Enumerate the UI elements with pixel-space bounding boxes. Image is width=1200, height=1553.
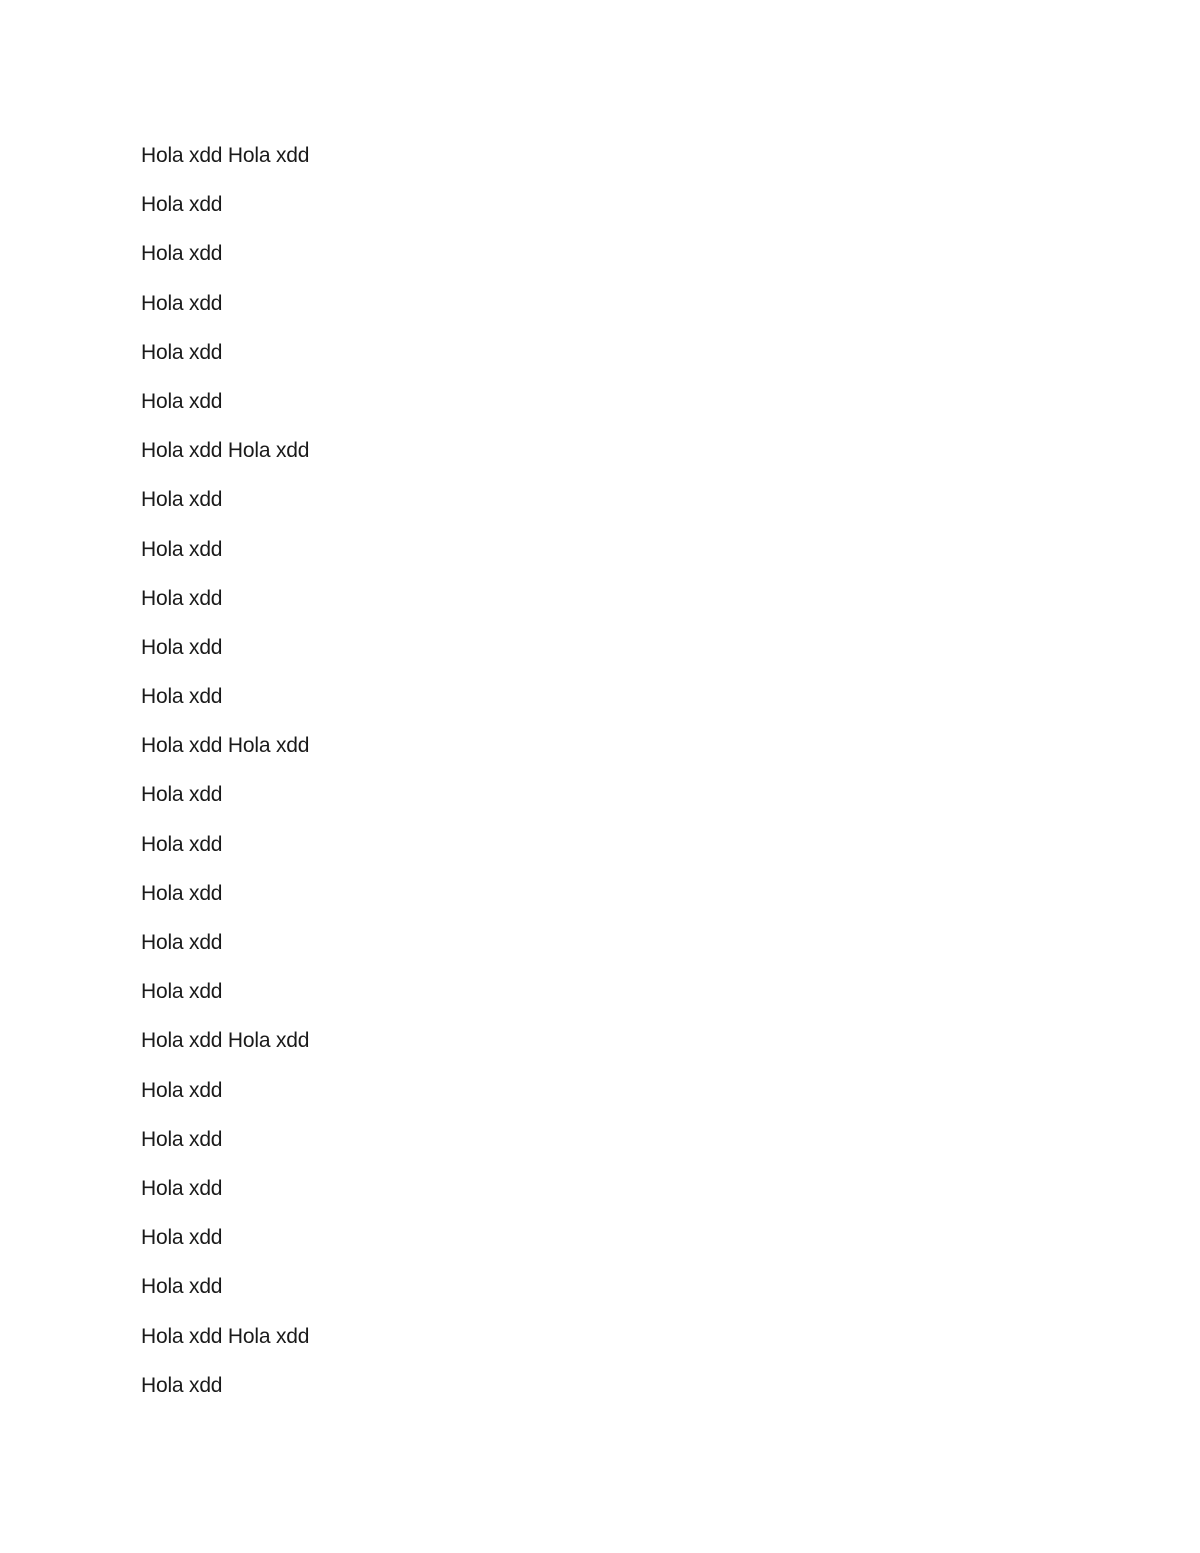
text-line: Hola xdd xyxy=(141,635,223,659)
text-line: Hola xdd Hola xdd xyxy=(141,734,310,758)
text-line: Hola xdd xyxy=(141,291,223,315)
document-body xyxy=(141,142,309,1421)
text-line: Hola xdd xyxy=(141,1176,223,1200)
text-line: Hola xdd xyxy=(141,1275,223,1299)
text-line: Hola xdd xyxy=(141,685,223,709)
text-line: Hola xdd xyxy=(141,193,223,217)
text-line: Hola xdd xyxy=(141,340,223,364)
text-line: Hola xdd Hola xdd xyxy=(141,1029,310,1053)
text-line: Hola xdd xyxy=(141,586,223,610)
text-line: Hola xdd xyxy=(141,931,223,954)
text-line: Hola xdd xyxy=(141,832,223,856)
text-line: Hola xdd xyxy=(141,1226,223,1250)
text-line: Hola xdd xyxy=(141,1373,223,1397)
text-line: Hola xdd Hola xdd xyxy=(141,439,310,463)
text-line: Hola xdd xyxy=(141,881,223,905)
text-line: Hola xdd xyxy=(141,1127,223,1151)
text-line: Hola xdd xyxy=(141,1078,223,1102)
text-line: Hola xdd Hola xdd xyxy=(141,1324,310,1348)
text-line: Hola xdd xyxy=(141,389,223,413)
text-line: Hola xdd xyxy=(141,537,223,561)
text-line: Hola xdd xyxy=(141,488,223,512)
text-line: Hola xdd xyxy=(141,242,223,266)
text-line: Hola xdd xyxy=(141,980,223,1004)
text-line: Hola xdd xyxy=(141,783,223,807)
text-line: Hola xdd Hola xdd xyxy=(141,144,310,167)
